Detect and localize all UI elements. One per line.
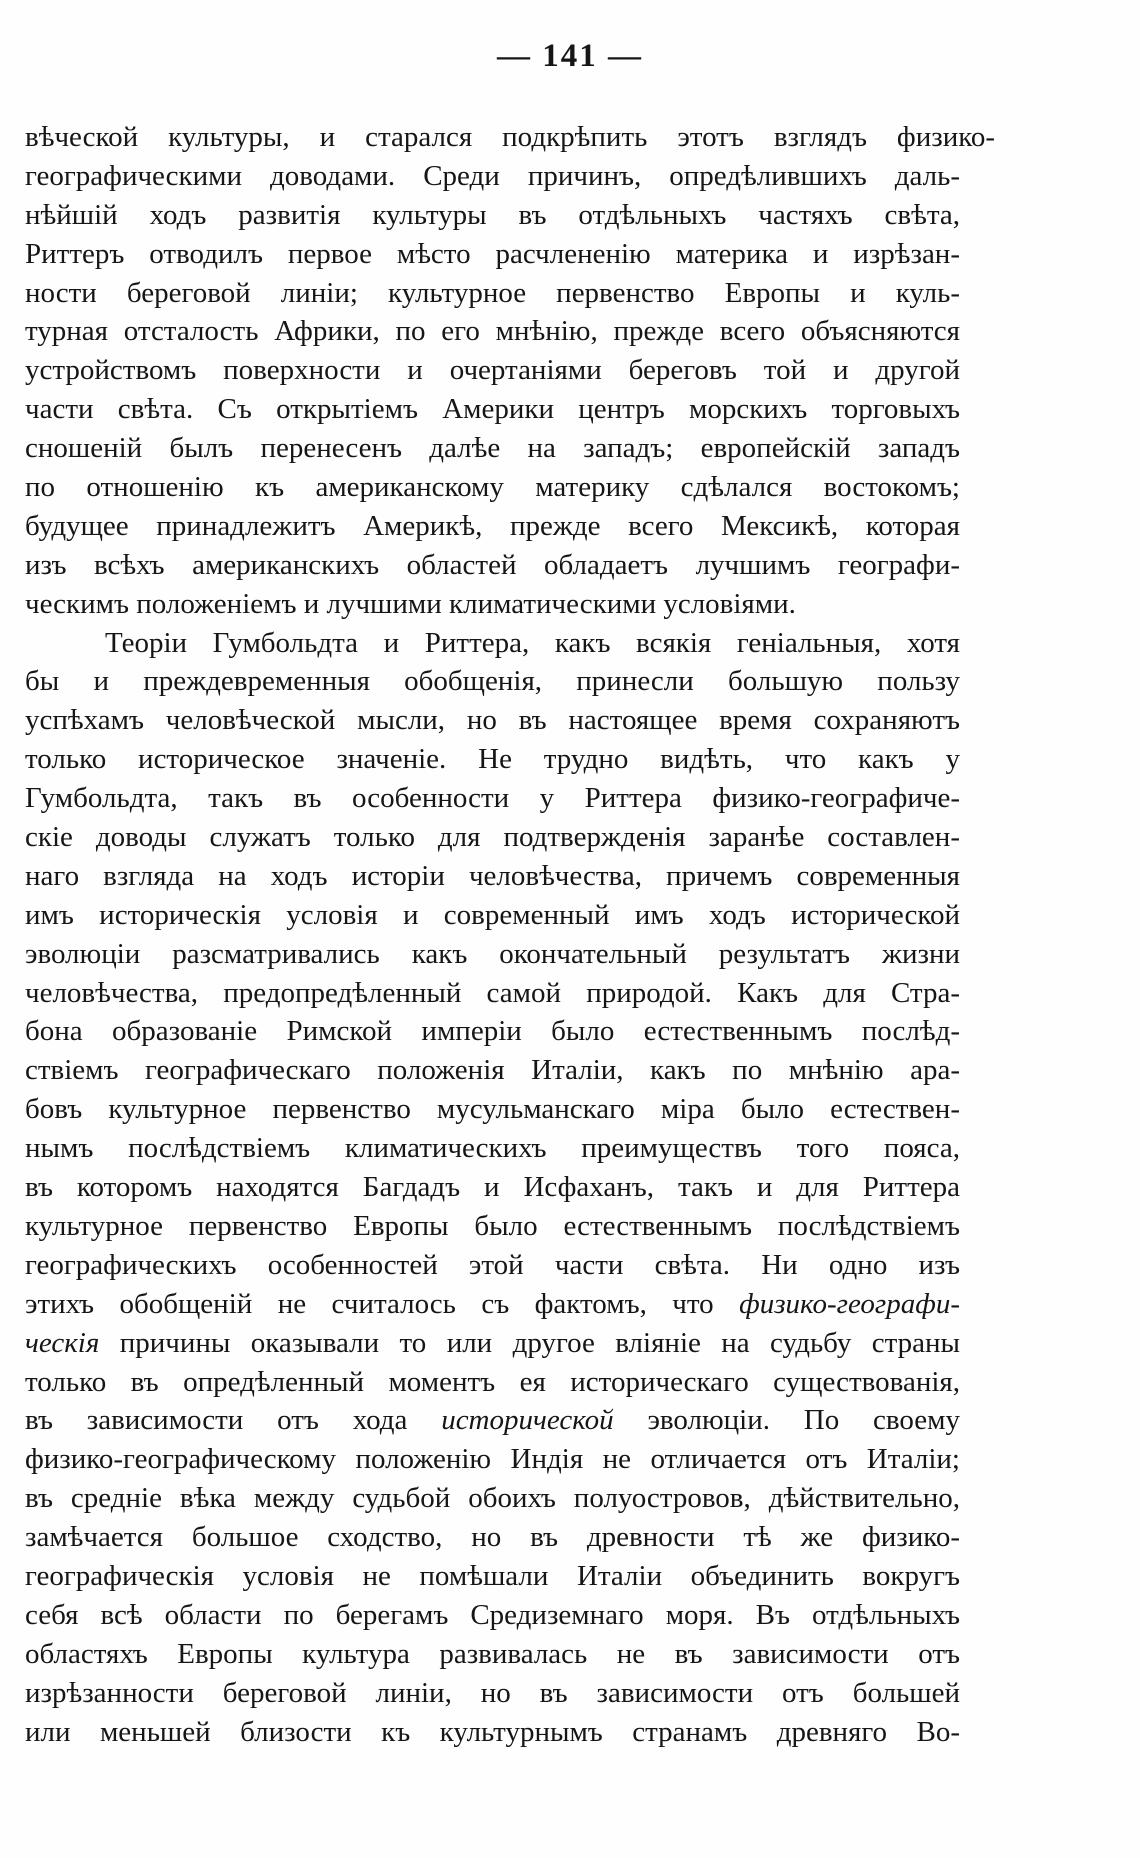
- emphasis-physico-geographic-cont: ческія: [25, 1326, 100, 1359]
- text-line-41: изрѣзанности береговой линіи, но въ зависимости отъ большей: [25, 1676, 960, 1709]
- text-line-31: [25, 1285, 960, 1324]
- text-line-24: бона образованіе Римской имперіи было естественнымъ послѣд-: [25, 1015, 960, 1048]
- text-line-8: части свѣта. Съ открытіемъ Америки центръ морскихъ торговыхъ: [25, 393, 960, 426]
- text-line-14: Теоріи Гумбольдта и Риттера, какъ всякія геніальныя, хотя: [105, 626, 960, 659]
- text-line-6: турная отсталость Африки, по его мнѣнію, прежде всего объясняются: [25, 315, 960, 348]
- text-line-9: сношеній былъ перенесенъ далѣе на западъ; европейскій западъ: [25, 432, 960, 465]
- text-line-23: человѣчества, предопредѣленный самой природой. Какъ для Стра-: [25, 976, 960, 1009]
- text-line-42: или меньшей близости къ культурнымъ странамъ древняго Во-: [25, 1715, 960, 1748]
- text-line-2: географическими доводами. Среди причинъ, опредѣлившихъ даль-: [25, 159, 960, 192]
- text-line-33: только въ опредѣленный моментъ ея историческаго существованія,: [25, 1365, 960, 1398]
- text-line-17: только историческое значеніе. Не трудно видѣть, что какъ у: [25, 743, 960, 776]
- text-line-7: устройствомъ поверхности и очертаніями береговъ той и другой: [25, 354, 960, 387]
- text-line-21: имъ историческія условія и современный имъ ходъ исторической: [25, 898, 960, 931]
- text-line-20: наго взгляда на ходъ исторіи человѣчества, причемъ современныя: [25, 859, 960, 892]
- text-line-1: вѣческой культуры, и старался подкрѣпить этотъ взглядъ физико-: [25, 121, 995, 153]
- text-line-12: изъ всѣхъ американскихъ областей обладаетъ лучшимъ географи-: [25, 548, 960, 581]
- page-number: — 141 —: [497, 38, 643, 74]
- text-line-28: въ которомъ находятся Багдадъ и Исфаханъ, такъ и для Риттера: [25, 1171, 960, 1204]
- text-line-38: географическія условія не помѣшали Италіи объединить вокругъ: [25, 1559, 960, 1592]
- text-line-19: скіе доводы служатъ только для подтвержденія заранѣе составлен-: [25, 821, 960, 854]
- text-line-11: будущее принадлежитъ Америкѣ, прежде всего Мексикѣ, которая: [25, 509, 960, 542]
- text-line-10: по отношенію къ американскому материку сдѣлался востокомъ;: [25, 471, 960, 504]
- text-line-34: [25, 1401, 960, 1440]
- text-line-34-end: эволюціи. По своему: [613, 1404, 960, 1437]
- text-line-36: въ средніе вѣка между судьбой обоихъ полуостровов, дѣйствительно,: [25, 1482, 960, 1515]
- text-line-35: физико-географическому положенію Индія не отличается отъ Италіи;: [25, 1443, 960, 1476]
- text-line-40: областяхъ Европы культура развивалась не въ зависимости отъ: [25, 1637, 960, 1670]
- text-line-29: культурное первенство Европы было естественнымъ послѣдствіемъ: [25, 1209, 960, 1242]
- text-line-31-start: этихъ обобщеній не считалось съ фактомъ, что: [25, 1287, 740, 1320]
- emphasis-historical: исторической: [441, 1404, 614, 1437]
- text-line-22: эволюціи разсматривались какъ окончательный результатъ жизни: [25, 937, 960, 970]
- text-line-16: успѣхамъ человѣческой мысли, но въ настоящее время сохраняютъ: [25, 704, 960, 737]
- text-line-5: ности береговой линіи; культурное первенство Европы и куль-: [25, 276, 960, 309]
- text-line-25: ствіемъ географическаго положенія Италіи, какъ по мнѣнію ара-: [25, 1054, 960, 1087]
- body-text: [25, 118, 995, 1751]
- text-line-32: [25, 1324, 960, 1363]
- text-line-3: нѣйшій ходъ развитія культуры въ отдѣльныхъ частяхъ свѣта,: [25, 198, 960, 231]
- text-line-15: бы и преждевременныя обобщенія, принесли большую пользу: [25, 665, 960, 698]
- text-line-39: себя всѣ области по берегамъ Средиземнаго моря. Въ отдѣльныхъ: [25, 1598, 960, 1631]
- text-line-13: ческимъ положеніемъ и лучшими климатическими условіями.: [25, 587, 796, 620]
- text-line-27: нымъ послѣдствіемъ климатическихъ преимуществъ того пояса,: [25, 1132, 960, 1165]
- text-line-26: бовъ культурное первенство мусульманскаго міра было естествен-: [25, 1093, 960, 1126]
- text-line-30: географическихъ особенностей этой части свѣта. Ни одно изъ: [25, 1248, 960, 1281]
- text-line-18: Гумбольдта, такъ въ особенности у Риттера физико-географиче-: [25, 782, 960, 815]
- text-line-34-start: въ зависимости отъ хода: [25, 1404, 442, 1437]
- text-line-37: замѣчается большое сходство, но въ древности тѣ же физико-: [25, 1521, 960, 1554]
- emphasis-physico-geographic: физико-географи-: [739, 1287, 960, 1320]
- text-line-4: Риттеръ отводилъ первое мѣсто расчлененію материка и изрѣзан-: [25, 237, 960, 270]
- text-line-32-end: причины оказывали то или другое вліяніе на судьбу страны: [99, 1326, 960, 1359]
